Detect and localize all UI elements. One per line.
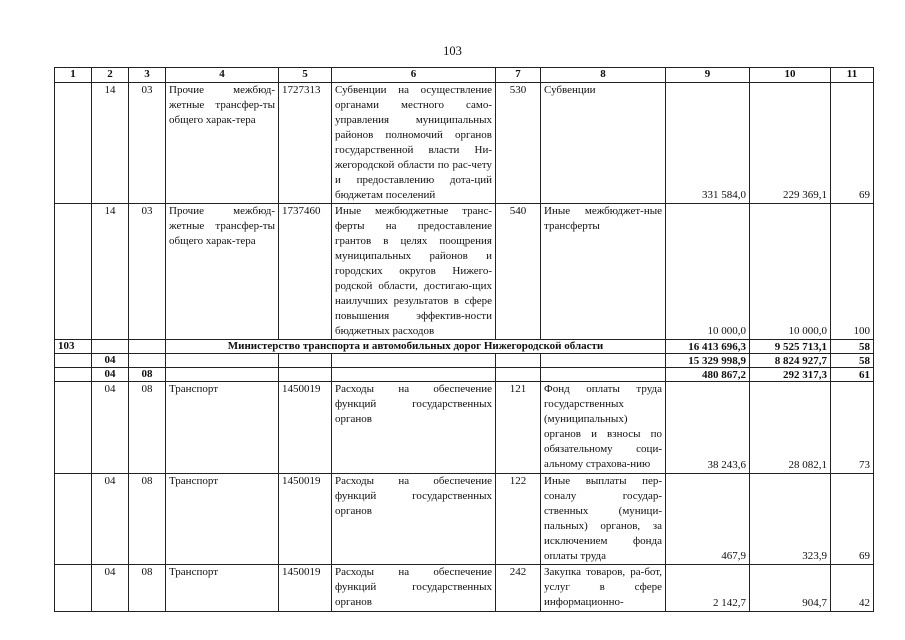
cell-name: Транспорт: [166, 565, 279, 612]
cell-percent: 61: [831, 368, 874, 382]
subsection-total-row: [55, 368, 874, 382]
cell-kind-name: Иные выплаты пер-соналу государ-ственных (муници-пальных) органов, за исключением фонда оплаты труда: [541, 474, 666, 565]
cell-subsection: 03: [129, 204, 166, 340]
table-row: [55, 474, 874, 565]
col-header-7: 7: [496, 68, 541, 83]
cell-section: 04: [92, 354, 129, 368]
cell-fact: 28 082,1: [750, 382, 831, 474]
header-row: [55, 68, 874, 83]
cell-kind: [496, 368, 541, 382]
cell-target: 1450019: [279, 474, 332, 565]
section-total-row: [55, 354, 874, 368]
cell-plan: 10 000,0: [666, 204, 750, 340]
cell-description: [332, 368, 496, 382]
cell-fact: 323,9: [750, 474, 831, 565]
page-number: 103: [443, 44, 462, 58]
cell-plan: 331 584,0: [666, 83, 750, 204]
cell-percent: 58: [831, 354, 874, 368]
cell-section: 14: [92, 83, 129, 204]
col-header-5: 5: [279, 68, 332, 83]
cell-kind: 530: [496, 83, 541, 204]
cell-kind: 540: [496, 204, 541, 340]
cell-subsection: [129, 354, 166, 368]
budget-table: [54, 67, 874, 612]
cell-plan: 2 142,7: [666, 565, 750, 612]
cell-section: [92, 340, 129, 354]
cell-code: [55, 354, 92, 368]
cell-subsection: 03: [129, 83, 166, 204]
cell-fact: 229 369,1: [750, 83, 831, 204]
cell-percent: 73: [831, 382, 874, 474]
cell-description: Расходы на обеспечение функций государственных органов: [332, 474, 496, 565]
col-header-10: 10: [750, 68, 831, 83]
cell-section: 04: [92, 474, 129, 565]
cell-target: 1727313: [279, 83, 332, 204]
col-header-1: 1: [55, 68, 92, 83]
cell-description: Расходы на обеспечение функций государственных органов: [332, 565, 496, 612]
cell-name: Транспорт: [166, 474, 279, 565]
cell-target: 1450019: [279, 382, 332, 474]
cell-code: 103: [55, 340, 92, 354]
cell-code: [55, 382, 92, 474]
cell-kind-name: Иные межбюджет-ные трансферты: [541, 204, 666, 340]
cell-name: [166, 354, 279, 368]
cell-kind: [496, 354, 541, 368]
col-header-11: 11: [831, 68, 874, 83]
col-header-6: 6: [332, 68, 496, 83]
cell-kind-name: Закупка товаров, ра-бот, услуг в сфере информационно-: [541, 565, 666, 612]
cell-subsection: 08: [129, 565, 166, 612]
cell-subsection: 08: [129, 382, 166, 474]
cell-kind: 122: [496, 474, 541, 565]
cell-kind: 121: [496, 382, 541, 474]
cell-target: 1737460: [279, 204, 332, 340]
cell-subsection: [129, 340, 166, 354]
ministry-row: [55, 340, 874, 354]
ministry-title: Министерство транспорта и автомобильных дорог Нижегородской области: [166, 340, 666, 354]
cell-percent: 58: [831, 340, 874, 354]
table-row: [55, 565, 874, 612]
cell-plan: 15 329 998,9: [666, 354, 750, 368]
col-header-2: 2: [92, 68, 129, 83]
cell-percent: 69: [831, 474, 874, 565]
table-row: [55, 382, 874, 474]
cell-subsection: 08: [129, 368, 166, 382]
cell-code: [55, 474, 92, 565]
cell-plan: 467,9: [666, 474, 750, 565]
cell-percent: 69: [831, 83, 874, 204]
cell-code: [55, 565, 92, 612]
cell-kind-name: [541, 354, 666, 368]
cell-code: [55, 368, 92, 382]
cell-description: Расходы на обеспечение функций государственных органов: [332, 382, 496, 474]
col-header-4: 4: [166, 68, 279, 83]
col-header-3: 3: [129, 68, 166, 83]
cell-kind-name: Субвенции: [541, 83, 666, 204]
cell-code: [55, 83, 92, 204]
cell-code: [55, 204, 92, 340]
cell-section: 04: [92, 565, 129, 612]
cell-name: Прочие межбюд-жетные трансфер-ты общего харак-тера: [166, 204, 279, 340]
cell-name: Транспорт: [166, 382, 279, 474]
cell-fact: 8 824 927,7: [750, 354, 831, 368]
cell-fact: 292 317,3: [750, 368, 831, 382]
cell-subsection: 08: [129, 474, 166, 565]
cell-target: [279, 368, 332, 382]
cell-kind: 242: [496, 565, 541, 612]
cell-name: [166, 368, 279, 382]
cell-plan: 480 867,2: [666, 368, 750, 382]
cell-kind-name: [541, 368, 666, 382]
cell-section: 04: [92, 368, 129, 382]
cell-section: 14: [92, 204, 129, 340]
cell-percent: 100: [831, 204, 874, 340]
cell-kind-name: Фонд оплаты труда государственных (муниципальных) органов и взносы по обязательному соци-альному страхова-нию: [541, 382, 666, 474]
cell-section: 04: [92, 382, 129, 474]
cell-fact: 10 000,0: [750, 204, 831, 340]
cell-description: [332, 354, 496, 368]
cell-target: 1450019: [279, 565, 332, 612]
table-row: [55, 204, 874, 340]
table-row: [55, 83, 874, 204]
col-header-8: 8: [541, 68, 666, 83]
cell-fact: 9 525 713,1: [750, 340, 831, 354]
cell-name: Прочие межбюд-жетные трансфер-ты общего харак-тера: [166, 83, 279, 204]
cell-description: Субвенции на осуществление органами местного само-управления муниципальных районов полномочий органов государственной власти Ни-жегородской области по рас-чету и предоставлению дота-ций бюджетам поселений: [332, 83, 496, 204]
cell-plan: 16 413 696,3: [666, 340, 750, 354]
cell-fact: 904,7: [750, 565, 831, 612]
cell-plan: 38 243,6: [666, 382, 750, 474]
cell-description: Иные межбюджетные транс-ферты на предоставление грантов в целях поощрения муниципальных районов и городских округов Нижего-родской области, достигаю-щих наилучших результатов в сфере повышения эффектив-ности бюджетных расходов: [332, 204, 496, 340]
col-header-9: 9: [666, 68, 750, 83]
cell-percent: 42: [831, 565, 874, 612]
cell-target: [279, 354, 332, 368]
